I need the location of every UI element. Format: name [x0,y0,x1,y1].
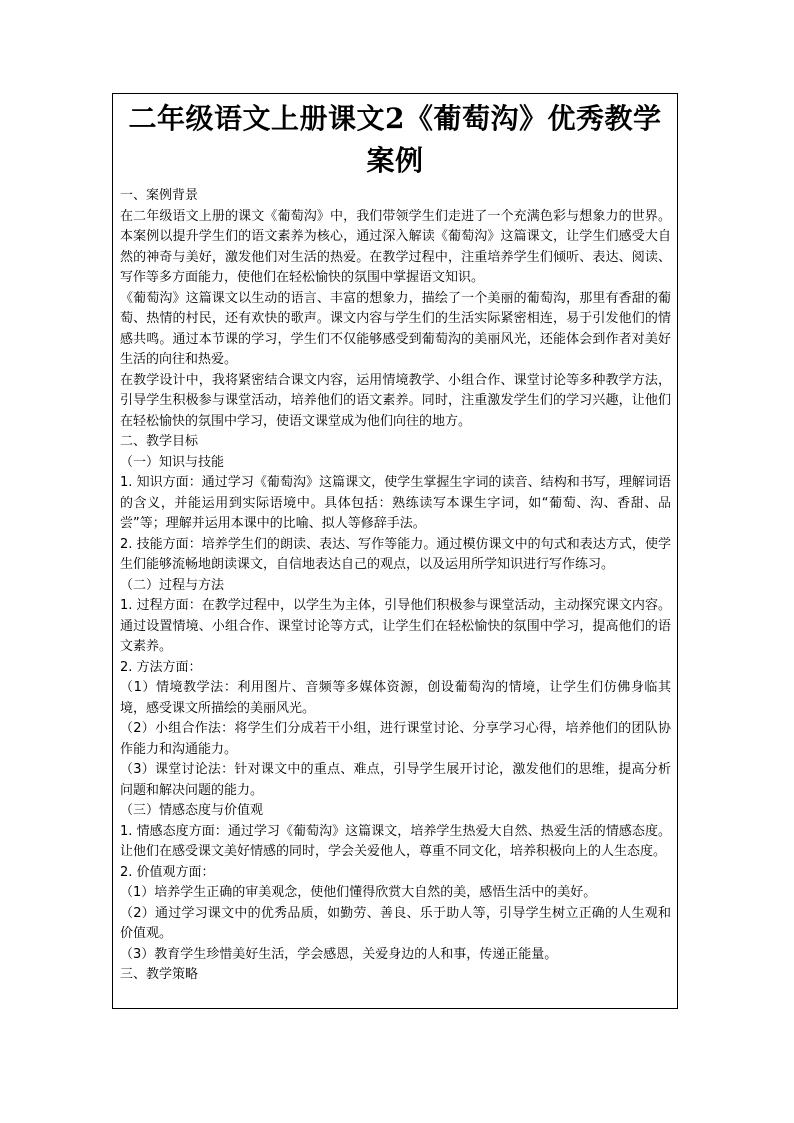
paragraph: 《葡萄沟》这篇课文以生动的语言、丰富的想象力，描绘了一个美丽的葡萄沟，那里有香甜的葡萄、热情的村民，还有欢快的歌声。课文内容与学生们的生活实际紧密相连，易于引发他们的情感共鸣。通过本节课的学习，学生们不仅能够感受到葡萄沟的美丽风光，还能体会到作者对美好生活的向往和热爱。 [120,290,671,367]
paragraph: （3）课堂讨论法：针对课文中的重点、难点，引导学生展开讨论，激发他们的思维，提高分析问题和解决问题的能力。 [120,762,671,798]
paragraph: 2. 技能方面：培养学生们的朗读、表达、写作等能力。通过模仿课文中的句式和表达方式，使学生们能够流畅地朗读课文，自信地表达自己的观点，以及运用所学知识进行写作练习。 [120,536,671,572]
section-heading: 一、案例背景 [120,188,199,203]
paragraph: 在二年级语文上册的课文《葡萄沟》中，我们带领学生们走进了一个充满色彩与想象力的世界。本案例以提升学生们的语文素养为核心，通过深入解读《葡萄沟》这篇课文，让学生们感受大自然的神奇与美好，激发他们对生活的热爱。在教学过程中，注重培养学生们倾听、表达、阅读、写作等多方面能力，使他们在轻松愉快的氛围中掌握语文知识。 [120,208,671,285]
subsection-heading: （二）过程与方法 [120,577,225,593]
paragraph: 2. 价值观方面： [120,864,215,880]
subsection-heading: （一）知识与技能 [120,454,225,470]
section-heading: 二、教学目标 [120,434,199,449]
paragraph: 2. 方法方面： [120,659,202,675]
subsection-heading: （三）情感态度与价值观 [120,803,264,818]
paragraph: （2）通过学习课文中的优秀品质，如勤劳、善良、乐于助人等，引导学生树立正确的人生观和价值观。 [120,905,671,941]
paragraph: 1. 情感态度方面：通过学习《葡萄沟》这篇课文，培养学生热爱大自然、热爱生活的情感态度。让他们在感受课文美好情感的同时，学会关爱他人，尊重不同文化，培养积极向上的人生态度。 [120,823,671,859]
paragraph: （1）情境教学法：利用图片、音频等多媒体资源，创设葡萄沟的情境，让学生们仿佛身临其境，感受课文所描绘的美丽风光。 [120,680,671,716]
paragraph: （1）培养学生正确的审美观念，使他们懂得欣赏大自然的美，感悟生活中的美好。 [120,885,597,900]
document-title: 二年级语文上册课文2《葡萄沟》优秀教学案例 [128,102,662,177]
document-body [113,182,677,986]
section-heading: 三、教学策略 [120,967,199,982]
paragraph: （3）教育学生珍惜美好生活，学会感恩，关爱身边的人和事，传递正能量。 [120,946,558,962]
paragraph: 1. 知识方面：通过学习《葡萄沟》这篇课文，使学生掌握生字词的读音、结构和书写，理解词语的含义，并能运用到实际语境中。具体包括：熟练读写本课生字词，如“葡萄、沟、香甜、品尝”等；理解并运用本课中的比喻、拟人等修辞手法。 [120,475,671,531]
paragraph: 1. 过程方面：在教学过程中，以学生为主体，引导他们积极参与课堂活动，主动探究课文内容。通过设置情境、小组合作、课堂讨论等方式，让学生们在轻松愉快的氛围中学习，提高他们的语文素养。 [120,598,671,654]
paragraph: （2）小组合作法：将学生们分成若干小组，进行课堂讨论、分享学习心得，培养他们的团队协作能力和沟通能力。 [120,721,671,757]
document-frame [112,93,678,1009]
paragraph: 在教学设计中，我将紧密结合课文内容，运用情境教学、小组合作、课堂讨论等多种教学方法，引导学生积极参与课堂活动，培养他们的语文素养。同时，注重激发学生们的学习兴趣，让他们在轻松愉快的氛围中学习，使语文课堂成为他们向往的地方。 [120,372,671,429]
